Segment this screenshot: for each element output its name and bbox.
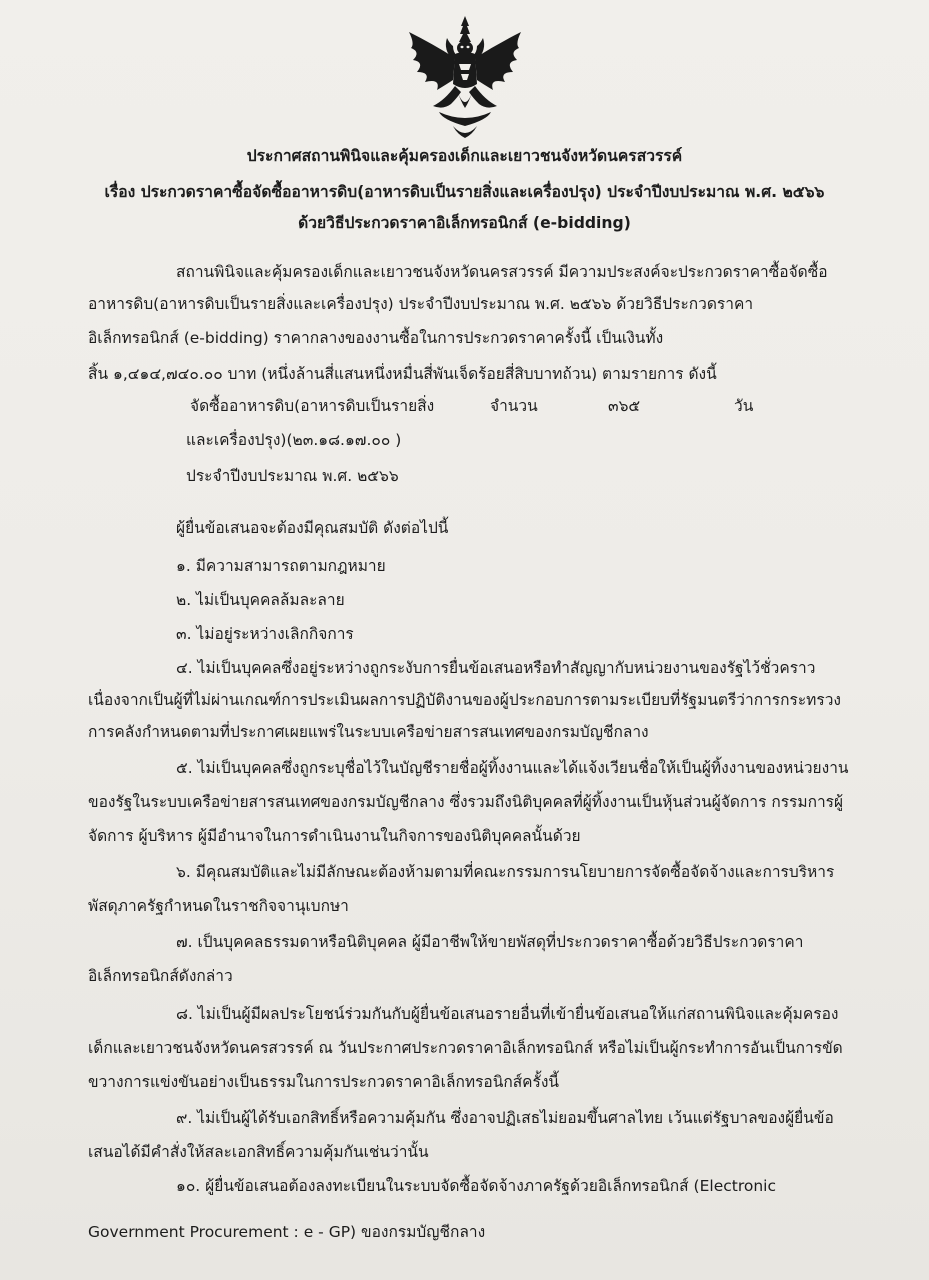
qualification-1: ๑. มีความสามารถตามกฎหมาย xyxy=(176,557,386,575)
item-description: จัดซื้ออาหารดิบ(อาหารดิบเป็นรายสิ่ง xyxy=(190,397,435,415)
item-quantity: ๓๖๕ xyxy=(608,397,641,415)
intro-line-3: อิเล็กทรอนิกส์ (e-bidding) ราคากลางของงานซื้อในการประกวดราคาครั้งนี้ เป็นเงินทั้ง xyxy=(88,329,664,347)
qualification-8-line-1: ๘. ไม่เป็นผู้มีผลประโยชน์ร่วมกันกับผู้ยื่นข้อเสนอรายอื่นที่เข้ายื่นข้อเสนอให้แก่สถานพินิจและคุ้มครอง xyxy=(176,1005,839,1023)
announcement-subject: เรื่อง ประกวดราคาซื้อจัดซื้ออาหารดิบ(อาหารดิบเป็นรายสิ่งและเครื่องปรุง) ประจำปีงบประมาณ พ.ศ. ๒๕๖๖ xyxy=(104,182,825,201)
item-unit: วัน xyxy=(734,397,754,415)
qualification-3: ๓. ไม่อยู่ระหว่างเลิกกิจการ xyxy=(176,625,354,643)
qualification-5-line-3: จัดการ ผู้บริหาร ผู้มีอำนาจในการดำเนินงานในกิจการของนิติบุคคลนั้นด้วย xyxy=(88,827,581,845)
announcement-method: ด้วยวิธีประกวดราคาอิเล็กทรอนิกส์ (e-bidding) xyxy=(298,213,631,232)
qualifications-heading: ผู้ยื่นข้อเสนอจะต้องมีคุณสมบัติ ดังต่อไปนี้ xyxy=(176,519,449,537)
garuda-emblem-icon xyxy=(403,14,527,142)
qualification-8-line-2: เด็กและเยาวชนจังหวัดนครสวรรค์ ณ วันประกาศประกวดราคาอิเล็กทรอนิกส์ หรือไม่เป็นผู้กระทำการอันเป็นการขัด xyxy=(88,1039,843,1057)
qualification-9-line-1: ๙. ไม่เป็นผู้ได้รับเอกสิทธิ์หรือความคุ้มกัน ซึ่งอาจปฏิเสธไม่ยอมขึ้นศาลไทย เว้นแต่รัฐบาลของผู้ยื่นข้อ xyxy=(176,1109,834,1127)
qualification-4-line-2: เนื่องจากเป็นผู้ที่ไม่ผ่านเกณฑ์การประเมินผลการปฏิบัติงานของผู้ประกอบการตามระเบียบที่รัฐมนตรีว่าการกระทรวง xyxy=(88,691,841,709)
item-quantity-label: จำนวน xyxy=(490,397,538,415)
qualification-5-line-2: ของรัฐในระบบเครือข่ายสารสนเทศของกรมบัญชีกลาง ซึ่งรวมถึงนิติบุคคลที่ผู้ทิ้งงานเป็นหุ้นส่วนผู้จัดการ กรรมการผู้ xyxy=(88,793,844,811)
qualification-8-line-3: ขวางการแข่งขันอย่างเป็นธรรมในการประกวดราคาอิเล็กทรอนิกส์ครั้งนี้ xyxy=(88,1073,560,1091)
qualification-2: ๒. ไม่เป็นบุคคลล้มละลาย xyxy=(176,591,345,609)
qualification-7-line-2: อิเล็กทรอนิกส์ดังกล่าว xyxy=(88,967,233,985)
item-description-cont: และเครื่องปรุง)(๒๓.๑๘.๑๗.๐๐ ) xyxy=(186,431,402,449)
intro-line-4: สิ้น ๑,๔๑๔,๗๔๐.๐๐ บาท (หนึ่งล้านสี่แสนหนึ่งหมื่นสี่พันเจ็ดร้อยสี่สิบบาทถ้วน) ตามรายการ ดังนี้ xyxy=(88,365,717,383)
intro-line-1: สถานพินิจและคุ้มครองเด็กและเยาวชนจังหวัดนครสวรรค์ มีความประสงค์จะประกวดราคาซื้อจัดซื้อ xyxy=(176,263,828,281)
qualification-9-line-2: เสนอได้มีคำสั่งให้สละเอกสิทธิ์ความคุ้มกันเช่นว่านั้น xyxy=(88,1143,429,1161)
intro-line-2: อาหารดิบ(อาหารดิบเป็นรายสิ่งและเครื่องปรุง) ประจำปีงบประมาณ พ.ศ. ๒๕๖๖ ด้วยวิธีประกวดราคา xyxy=(88,295,754,313)
qualification-4-line-1: ๔. ไม่เป็นบุคคลซึ่งอยู่ระหว่างถูกระงับการยื่นข้อเสนอหรือทำสัญญากับหน่วยงานของรัฐไว้ชั่วคราว xyxy=(176,659,816,677)
qualification-5-line-1: ๕. ไม่เป็นบุคคลซึ่งถูกระบุชื่อไว้ในบัญชีรายชื่อผู้ทิ้งงานและได้แจ้งเวียนชื่อให้เป็นผู้ทิ้งงานของหน่วยงาน xyxy=(176,759,849,777)
item-fiscal-year: ประจำปีงบประมาณ พ.ศ. ๒๕๖๖ xyxy=(186,467,399,485)
qualification-10-line-1: ๑๐. ผู้ยื่นข้อเสนอต้องลงทะเบียนในระบบจัดซื้อจัดจ้างภาครัฐด้วยอิเล็กทรอนิกส์ (Electronic xyxy=(176,1177,776,1195)
qualification-4-line-3: การคลังกำหนดตามที่ประกาศเผยแพร่ในระบบเครือข่ายสารสนเทศของกรมบัญชีกลาง xyxy=(88,723,649,741)
qualification-6-line-1: ๖. มีคุณสมบัติและไม่มีลักษณะต้องห้ามตามที่คณะกรรมการนโยบายการจัดซื้อจัดจ้างและการบริหาร xyxy=(176,863,835,881)
qualification-7-line-1: ๗. เป็นบุคคลธรรมดาหรือนิติบุคคล ผู้มีอาชีพให้ขายพัสดุที่ประกวดราคาซื้อด้วยวิธีประกวดราคา xyxy=(176,933,804,951)
qualification-10-line-2: Government Procurement : e - GP) ของกรมบัญชีกลาง xyxy=(88,1223,486,1241)
qualification-6-line-2: พัสดุภาครัฐกำหนดในราชกิจจานุเบกษา xyxy=(88,897,349,915)
announcement-title: ประกาศสถานพินิจและคุ้มครองเด็กและเยาวชนจังหวัดนครสวรรค์ xyxy=(246,146,683,165)
